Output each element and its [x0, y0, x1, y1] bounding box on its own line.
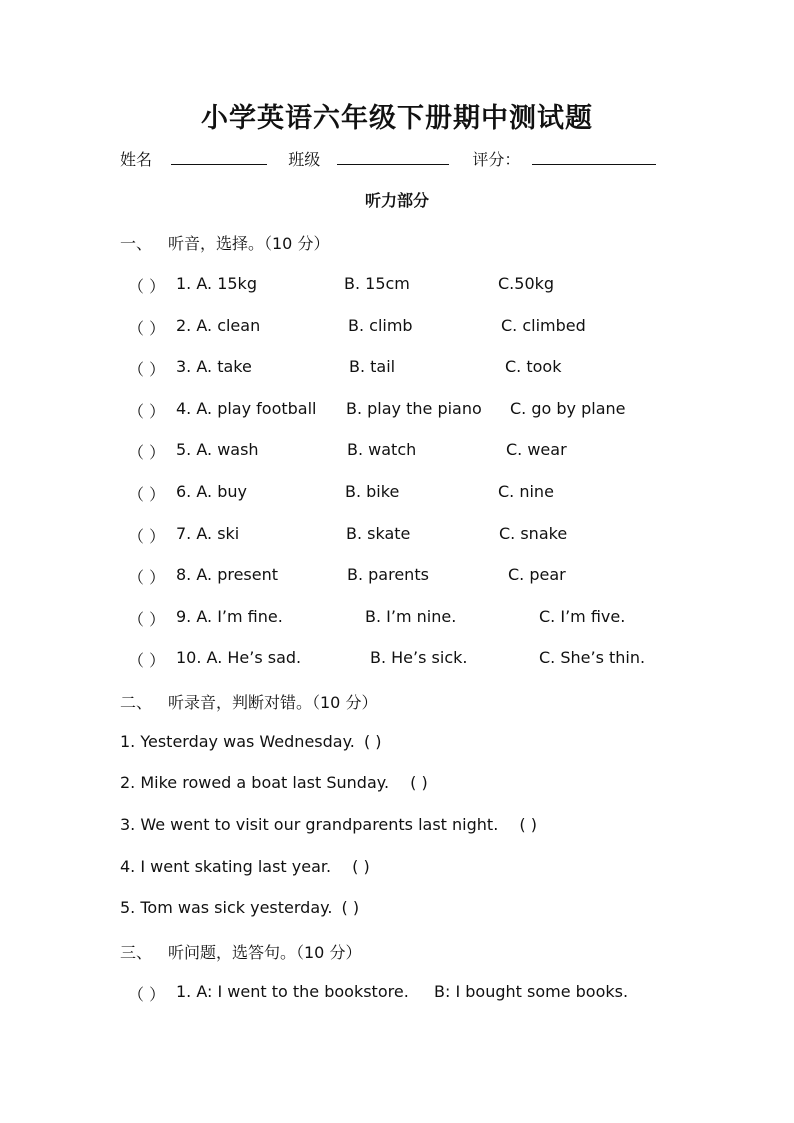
- option-a: 9. A. I’m fine.: [176, 607, 283, 626]
- section-number: 一、: [120, 234, 153, 253]
- class-label: 班级: [288, 150, 321, 169]
- judgement-item: [120, 773, 428, 792]
- option-a: 8. A. present: [176, 565, 279, 584]
- option-a: 3. A. take: [176, 357, 252, 376]
- option-b: B. play the piano: [346, 399, 482, 418]
- statement-text: 1. Yesterday was Wednesday.: [120, 732, 355, 751]
- answer-paren[interactable]: ( ): [341, 898, 360, 917]
- answer-bracket[interactable]: （ ）: [128, 985, 166, 1004]
- score-label: 评分：: [472, 150, 521, 169]
- class-blank[interactable]: [337, 148, 449, 165]
- statement-text: 3. We went to visit our grandparents last night.: [120, 815, 499, 834]
- option-b: B. 15cm: [344, 274, 410, 293]
- judgement-item: [120, 732, 382, 751]
- option-b: B. He’s sick.: [370, 648, 468, 667]
- option-b: B. skate: [346, 524, 411, 543]
- judgement-item: [120, 815, 537, 834]
- option-c: C. took: [505, 357, 562, 376]
- answer-paren[interactable]: ( ): [352, 857, 370, 876]
- judgement-item: [120, 857, 370, 876]
- section-number: 三、: [120, 943, 153, 962]
- option-c: C. wear: [506, 440, 567, 459]
- answer-bracket[interactable]: （ ）: [128, 319, 166, 338]
- answer-bracket[interactable]: （ ）: [128, 651, 166, 670]
- statement-text: 5. Tom was sick yesterday.: [120, 898, 333, 917]
- option-a: 6. A. buy: [176, 482, 247, 501]
- answer-paren[interactable]: ( ): [410, 773, 428, 792]
- option-b: B: I bought some books.: [434, 982, 629, 1001]
- answer-bracket[interactable]: （ ）: [128, 360, 166, 379]
- answer-bracket[interactable]: （ ）: [128, 277, 166, 296]
- answer-paren[interactable]: ( ): [363, 732, 382, 751]
- option-a: 1. A: I went to the bookstore.: [176, 982, 409, 1001]
- option-b: B. watch: [347, 440, 417, 459]
- option-c: C. She’s thin.: [539, 648, 646, 667]
- option-c: C. I’m five.: [539, 607, 626, 626]
- section-3-heading: [120, 940, 361, 963]
- option-c: C.50kg: [498, 274, 555, 293]
- answer-paren[interactable]: ( ): [519, 815, 537, 834]
- option-c: C. go by plane: [510, 399, 626, 418]
- option-a: 1. A. 15kg: [176, 274, 257, 293]
- section-title: 听问题，选答句。（10 分）: [168, 943, 362, 962]
- option-c: C. snake: [499, 524, 568, 543]
- answer-bracket[interactable]: （ ）: [128, 527, 166, 546]
- option-c: C. pear: [508, 565, 566, 584]
- name-label: 姓名: [120, 150, 153, 169]
- answer-bracket[interactable]: （ ）: [128, 610, 166, 629]
- option-b: B. I’m nine.: [365, 607, 457, 626]
- option-a: 4. A. play football: [176, 399, 317, 418]
- page-title: 小学英语六年级下册期中测试题: [201, 103, 593, 134]
- answer-bracket[interactable]: （ ）: [128, 443, 166, 462]
- statement-text: 2. Mike rowed a boat last Sunday.: [120, 773, 390, 792]
- option-b: B. parents: [347, 565, 429, 584]
- statement-text: 4. I went skating last year.: [120, 857, 332, 876]
- section-number: 二、: [120, 693, 153, 712]
- option-a: 7. A. ski: [176, 524, 240, 543]
- student-info-line: [120, 147, 656, 170]
- judgement-item: [120, 898, 359, 917]
- option-a: 5. A. wash: [176, 440, 259, 459]
- section-title: 听录音，判断对错。（10 分）: [168, 693, 378, 712]
- name-blank[interactable]: [171, 148, 267, 165]
- option-c: C. climbed: [501, 316, 586, 335]
- option-b: B. climb: [348, 316, 413, 335]
- option-b: B. tail: [349, 357, 396, 376]
- section-2-heading: [120, 690, 377, 713]
- section-1-heading: [120, 231, 329, 254]
- option-c: C. nine: [498, 482, 554, 501]
- option-a: 10. A. He’s sad.: [176, 648, 302, 667]
- answer-bracket[interactable]: （ ）: [128, 402, 166, 421]
- option-a: 2. A. clean: [176, 316, 261, 335]
- section-title: 听音，选择。（10 分）: [168, 234, 330, 253]
- option-b: B. bike: [345, 482, 400, 501]
- answer-bracket[interactable]: （ ）: [128, 485, 166, 504]
- score-blank[interactable]: [532, 148, 656, 165]
- answer-bracket[interactable]: （ ）: [128, 568, 166, 587]
- listening-section-title: 听力部分: [364, 191, 429, 210]
